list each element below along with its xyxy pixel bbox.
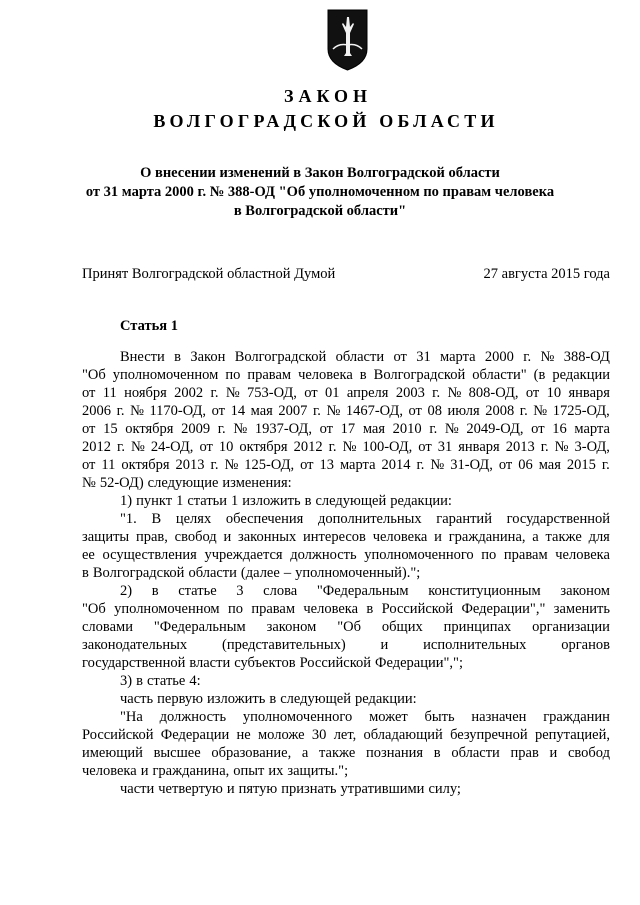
body-line: "1. В целях обеспечения дополнительных гарантий государственной (120, 511, 610, 527)
region-title: ВОЛГОГРАДСКОЙ ОБЛАСТИ (153, 111, 499, 131)
body-line: 1) пункт 1 статьи 1 изложить в следующей редакции: (120, 493, 452, 509)
body-line: в Волгоградской области (далее – уполномоченный)."; (82, 565, 421, 581)
body-line: словами "Федеральным законом "Об общих принципах организации (82, 619, 610, 635)
adopted-by: Принят Волгоградской областной Думой (82, 266, 336, 282)
body-line: законодательных (представительных) и исполнительных органов (82, 637, 610, 653)
body-line: часть первую изложить в следующей редакции: (120, 691, 417, 707)
subtitle-line: от 31 марта 2000 г. № 388-ОД "Об уполномоченном по правам человека (85, 184, 555, 200)
body-line: "На должность уполномоченного может быть назначен гражданин (120, 709, 610, 725)
body-line: "Об уполномоченном по правам человека в Волгоградской области" (в редакции (82, 367, 610, 383)
body-line: 3) в статье 4: (120, 673, 201, 689)
body-line: 2012 г. № 24-ОД, от 10 октября 2012 г. № 100-ОД, от 31 января 2013 г. № 3-ОД, (82, 439, 610, 455)
body-line: государственной власти субъектов Российской Федерации","; (82, 655, 464, 671)
body-line: № 52-ОД) следующие изменения: (82, 475, 292, 491)
body-line: Внести в Закон Волгоградской области от 31 марта 2000 г. № 388-ОД (120, 349, 610, 365)
article-body (82, 348, 610, 798)
body-line: 2) в статье 3 слова "Федеральным конституционным законом (120, 583, 610, 599)
article-heading: Статья 1 (120, 318, 178, 334)
body-line: человека и гражданина, опыт их защиты."; (82, 763, 349, 779)
body-line: защиты прав, свобод и законных интересов человека и гражданина, а также для (82, 529, 610, 545)
coat-of-arms-icon (327, 9, 368, 71)
law-title: ЗАКОН (283, 86, 373, 106)
body-line: Российской Федерации не моложе 30 лет, обладающий безупречной репутацией, (82, 727, 610, 743)
subtitle-line: О внесении изменений в Закон Волгоградской области (140, 165, 500, 181)
body-line: имеющий высшее образование, а также познания в области прав и свобод (82, 745, 610, 761)
body-line: ее осуществления учреждается должность уполномоченного по правам человека (82, 547, 610, 563)
adoption-info (82, 266, 610, 283)
body-line: от 11 ноября 2002 г. № 753-ОД, от 01 апреля 2003 г. № 808-ОД, от 10 января (82, 385, 610, 401)
body-line: от 15 октября 2009 г. № 1937-ОД, от 17 мая 2010 г. № 2049-ОД, от 16 марта (82, 421, 610, 437)
body-line: "Об уполномоченном по правам человека в Российской Федерации"," заменить (82, 601, 610, 617)
body-line: части четвертую и пятую признать утратившими силу; (120, 781, 461, 797)
body-line: от 11 октября 2013 г. № 125-ОД, от 13 марта 2014 г. № 31-ОД, от 06 мая 2015 г. (82, 457, 610, 473)
subtitle-line: в Волгоградской области" (233, 203, 407, 219)
adoption-date: 27 августа 2015 года (483, 266, 610, 282)
law-subtitle (25, 164, 615, 221)
body-line: 2006 г. № 1170-ОД, от 14 мая 2007 г. № 1467-ОД, от 08 июля 2008 г. № 1725-ОД, (82, 403, 610, 419)
